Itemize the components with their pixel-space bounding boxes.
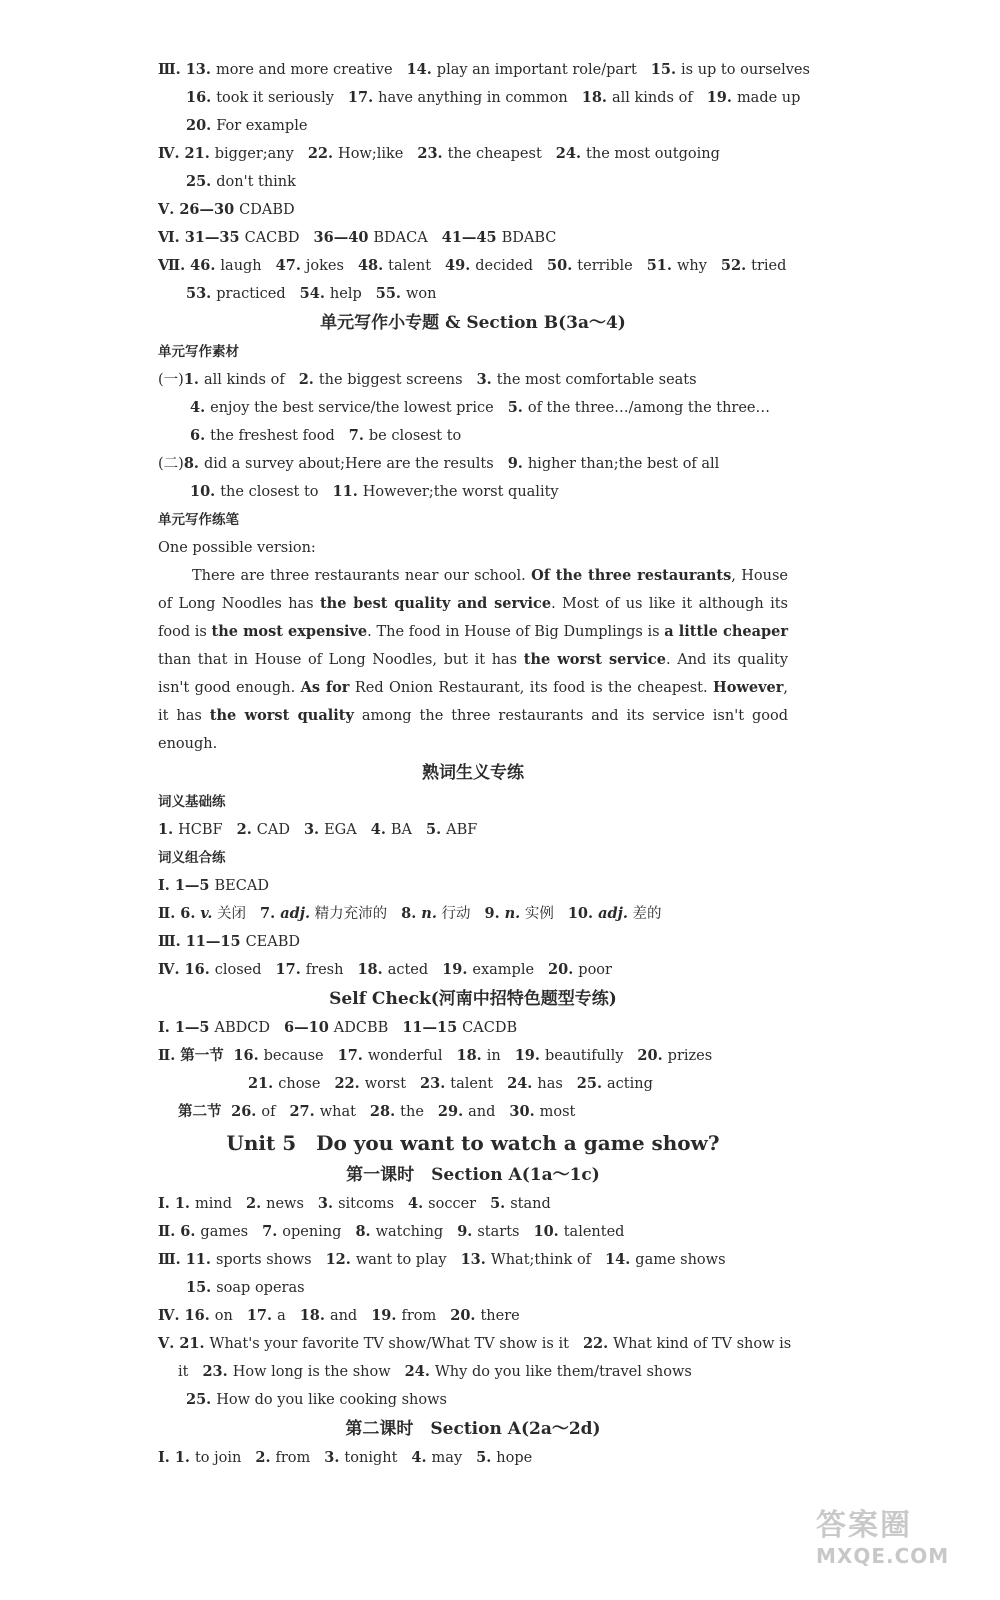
answer-text: games xyxy=(200,1224,249,1240)
answer-text: chose xyxy=(278,1076,321,1092)
item-number: 41—45 xyxy=(441,229,497,246)
item-number: 23. xyxy=(420,1075,446,1092)
item-number: 19. xyxy=(514,1047,540,1064)
answer-text: acted xyxy=(387,962,429,978)
answer-text: How long is the show xyxy=(232,1364,391,1380)
lesson-title: 第一课时 Section A(1a～1c) xyxy=(346,1165,600,1185)
item-number: 19. xyxy=(371,1307,397,1324)
item-number: 19. xyxy=(442,961,468,978)
answer-line xyxy=(158,1444,788,1472)
answer-text: What;think of xyxy=(490,1252,592,1268)
answer-text: the most outgoing xyxy=(586,146,720,162)
answer-text: watching xyxy=(375,1224,444,1240)
section-numeral: Ⅳ. xyxy=(158,1307,180,1324)
item-number: 2. xyxy=(236,821,252,838)
item-number: 5. xyxy=(490,1195,506,1212)
item-number: 36—40 xyxy=(313,229,369,246)
answer-text: the xyxy=(400,1104,424,1120)
item-number: 20. xyxy=(186,117,212,134)
answer-text: CACBD xyxy=(244,230,300,246)
item-number: 53. xyxy=(186,285,212,302)
answer-text: How;like xyxy=(338,146,404,162)
answer-text: tried xyxy=(751,258,787,274)
answer-text: stand xyxy=(510,1196,551,1212)
item-number: 4. xyxy=(411,1449,427,1466)
answer-line xyxy=(158,394,788,422)
answer-text: and xyxy=(329,1308,358,1324)
answer-line xyxy=(158,928,788,956)
item-number: 10. xyxy=(533,1223,559,1240)
group-label: (一) xyxy=(158,372,184,388)
item-number: 1—5 xyxy=(174,877,210,894)
answer-line xyxy=(158,1386,788,1414)
item-number: 5. xyxy=(507,399,523,416)
watermark-url: MXQE.COM xyxy=(816,1544,950,1568)
answer-line xyxy=(158,816,788,844)
answer-text: to join xyxy=(194,1450,242,1466)
item-number: 6. xyxy=(180,905,196,922)
answer-text: enjoy the best service/the lowest price xyxy=(210,400,494,416)
answer-text: opening xyxy=(282,1224,342,1240)
item-number: 9. xyxy=(484,905,500,922)
answer-text: ADCBB xyxy=(333,1020,389,1036)
answer-text: worst xyxy=(364,1076,407,1092)
answer-text: talent xyxy=(450,1076,494,1092)
answer-text: practiced xyxy=(216,286,286,302)
item-number: 20. xyxy=(548,961,574,978)
item-number: 16. xyxy=(186,89,212,106)
answer-text: For example xyxy=(216,118,308,134)
item-number: 14. xyxy=(605,1251,631,1268)
watermark-logo xyxy=(816,1500,976,1570)
answer-text: why xyxy=(676,258,707,274)
answer-text: soccer xyxy=(428,1196,477,1212)
answer-text: ABDCD xyxy=(214,1020,271,1036)
item-number: 9. xyxy=(457,1223,473,1240)
section-numeral: Ⅱ. xyxy=(158,1047,176,1064)
answer-text: closed xyxy=(214,962,262,978)
item-number: 8. xyxy=(183,455,199,472)
item-number: 22. xyxy=(307,145,334,162)
item-number: 5. xyxy=(426,821,442,838)
item-number: 24. xyxy=(507,1075,533,1092)
answer-text: the freshest food xyxy=(210,428,335,444)
answer-text: starts xyxy=(477,1224,520,1240)
item-number: 31—35 xyxy=(184,229,240,246)
answer-text: mind xyxy=(194,1196,232,1212)
answer-text: beautifully xyxy=(544,1048,624,1064)
item-number: 26—30 xyxy=(179,201,235,218)
item-number: 2. xyxy=(255,1449,271,1466)
essay-highlight: a little cheaper xyxy=(664,623,788,640)
subsection-label: 单元写作练笔 xyxy=(158,512,239,528)
answer-text: more and more creative xyxy=(215,62,393,78)
answer-text: all kinds of xyxy=(203,372,285,388)
item-number: 30. xyxy=(509,1103,535,1120)
item-number: 48. xyxy=(357,257,384,274)
answer-text: of xyxy=(261,1104,276,1120)
answer-text: news xyxy=(266,1196,304,1212)
item-number: 5. xyxy=(476,1449,492,1466)
answer-line xyxy=(158,140,788,168)
answer-text: of the three…/among the three… xyxy=(527,400,771,416)
item-number: 1. xyxy=(183,371,199,388)
item-number: 50. xyxy=(547,257,573,274)
item-number: 26. xyxy=(231,1103,257,1120)
answer-line xyxy=(158,1218,788,1246)
item-number: 15. xyxy=(650,61,676,78)
item-number: 19. xyxy=(706,89,732,106)
answer-text: want to play xyxy=(355,1252,447,1268)
answer-text: 实例 xyxy=(524,906,554,922)
item-number: 4. xyxy=(190,399,206,416)
answer-line xyxy=(158,1302,788,1330)
essay-text: . The food in House of Big Dumplings is xyxy=(367,624,665,640)
group-label: (二) xyxy=(158,456,184,472)
item-number: 17. xyxy=(275,961,301,978)
item-number: 24. xyxy=(404,1363,430,1380)
part-of-speech: adj. xyxy=(598,905,628,922)
answer-text: because xyxy=(263,1048,324,1064)
answer-text: most xyxy=(539,1104,576,1120)
part-of-speech: n. xyxy=(421,905,437,922)
item-number: 8. xyxy=(355,1223,371,1240)
item-number: 16. xyxy=(184,961,210,978)
answer-line xyxy=(158,478,788,506)
section-numeral: Ⅱ. xyxy=(158,1223,176,1240)
item-number: 55. xyxy=(375,285,401,302)
item-number: 22. xyxy=(582,1335,609,1352)
section-numeral: Ⅴ. xyxy=(158,201,175,218)
answer-text: laugh xyxy=(220,258,262,274)
answer-text: on xyxy=(214,1308,233,1324)
item-number: 51. xyxy=(646,257,672,274)
answer-text: have anything in common xyxy=(378,90,568,106)
answer-text: in xyxy=(486,1048,501,1064)
answer-text: BA xyxy=(390,822,413,838)
item-number: 22. xyxy=(334,1075,360,1092)
answer-line xyxy=(158,1014,788,1042)
answer-text: the closest to xyxy=(220,484,319,500)
section-numeral: Ⅲ. xyxy=(158,1251,181,1268)
answer-line xyxy=(158,366,788,394)
section-numeral: Ⅲ. xyxy=(158,61,181,78)
item-number: 10. xyxy=(190,483,216,500)
essay-text: among the three restaurants and its service isn't good enough. xyxy=(158,708,788,752)
answer-text: sitcoms xyxy=(338,1196,395,1212)
answer-line xyxy=(158,872,788,900)
item-number: 3. xyxy=(303,821,320,838)
section-numeral: Ⅰ. xyxy=(158,877,170,894)
item-number: 2. xyxy=(246,1195,262,1212)
essay-text: than that in House of Long Noodles, but it has xyxy=(158,652,524,668)
answer-text: 差的 xyxy=(632,906,662,922)
answer-text: hope xyxy=(496,1450,533,1466)
answer-text: has xyxy=(537,1076,563,1092)
item-number: 7. xyxy=(348,427,364,444)
section-numeral: Ⅰ. xyxy=(158,1195,170,1212)
answer-line xyxy=(158,422,788,450)
answer-text: it xyxy=(178,1364,189,1380)
essay-highlight: Of the three restaurants xyxy=(531,567,732,584)
item-number: 3. xyxy=(324,1449,340,1466)
answer-text: took it seriously xyxy=(216,90,334,106)
item-number: 11. xyxy=(185,1251,211,1268)
item-number: 11—15 xyxy=(402,1019,458,1036)
answer-text: jokes xyxy=(305,258,344,274)
answer-text: What kind of TV show is xyxy=(613,1336,792,1352)
answer-text: all kinds of xyxy=(611,90,693,106)
item-number: 25. xyxy=(576,1075,603,1092)
item-number: 52. xyxy=(720,257,747,274)
item-number: 27. xyxy=(289,1103,315,1120)
watermark-text: 答案圈 xyxy=(816,1508,912,1543)
answer-text: terrible xyxy=(577,258,633,274)
item-number: 24. xyxy=(555,145,582,162)
essay-highlight: the worst quality xyxy=(209,707,354,724)
answer-text: 行动 xyxy=(441,906,471,922)
item-number: 9. xyxy=(507,455,523,472)
item-number: 7. xyxy=(262,1223,278,1240)
answer-text: 精力充沛的 xyxy=(314,906,388,922)
answer-text: the cheapest xyxy=(447,146,542,162)
answer-line xyxy=(158,1246,788,1274)
answer-text: CEABD xyxy=(245,934,301,950)
subsection-label: 单元写作素材 xyxy=(158,344,239,360)
answer-line xyxy=(158,1274,788,1302)
answer-line xyxy=(158,56,810,84)
item-number: 16. xyxy=(233,1047,259,1064)
answer-text: EGA xyxy=(324,822,357,838)
essay-text: . Most of us like it although its food is xyxy=(158,596,788,640)
answer-text: and xyxy=(468,1104,496,1120)
item-number: 28. xyxy=(369,1103,396,1120)
answer-text: prizes xyxy=(667,1048,713,1064)
item-number: 18. xyxy=(581,89,607,106)
item-number: 13. xyxy=(185,61,211,78)
section-numeral: Ⅲ. xyxy=(158,933,181,950)
unit-title: Unit 5 Do you want to watch a game show? xyxy=(226,1131,720,1155)
answer-text: fresh xyxy=(305,962,344,978)
answer-text: HCBF xyxy=(178,822,223,838)
item-number: 13. xyxy=(460,1251,486,1268)
item-number: 18. xyxy=(357,961,383,978)
answer-text: the most comfortable seats xyxy=(496,372,697,388)
item-number: 25. xyxy=(186,1391,212,1408)
part-of-speech: adj. xyxy=(280,905,311,922)
answer-text: may xyxy=(431,1450,463,1466)
answer-text: higher than;the best of all xyxy=(527,456,720,472)
item-number: 14. xyxy=(406,61,432,78)
item-number: 46. xyxy=(190,257,216,274)
section-numeral: Ⅶ. xyxy=(158,257,186,274)
answer-text: is up to ourselves xyxy=(681,62,810,78)
answer-text: CDABD xyxy=(239,202,295,218)
essay-text: . And its quality isn't good enough. xyxy=(158,652,789,696)
item-number: 17. xyxy=(347,89,374,106)
answer-text: help xyxy=(329,286,362,302)
section-numeral: Ⅰ. xyxy=(158,1449,170,1466)
answer-text: the biggest screens xyxy=(318,372,463,388)
answer-text: what xyxy=(319,1104,356,1120)
section-numeral: Ⅳ. xyxy=(158,145,180,162)
answer-text: However;the worst quality xyxy=(362,484,559,500)
answer-text: wonderful xyxy=(367,1048,443,1064)
section-title: Self Check(河南中招特色题型专练) xyxy=(329,989,617,1009)
item-number: 54. xyxy=(299,285,325,302)
item-number: 8. xyxy=(401,905,417,922)
essay-highlight: As for xyxy=(300,679,350,696)
answer-text: decided xyxy=(475,258,534,274)
section-title: 单元写作小专题 & Section B(3a～4) xyxy=(320,313,626,333)
essay-highlight: the worst service xyxy=(523,651,666,668)
answer-text: won xyxy=(405,286,437,302)
answer-text: CAD xyxy=(256,822,290,838)
answer-text: soap operas xyxy=(216,1280,305,1296)
essay-text: Red Onion Restaurant, its food is the cheapest. xyxy=(349,680,714,696)
answer-text: acting xyxy=(607,1076,653,1092)
item-number: 20. xyxy=(450,1307,476,1324)
answer-line xyxy=(158,168,788,196)
essay-text: , House of Long Noodles has xyxy=(158,568,788,612)
item-number: 4. xyxy=(408,1195,424,1212)
item-number: 1. xyxy=(174,1195,190,1212)
lesson-title: 第二课时 Section A(2a～2d) xyxy=(345,1419,601,1439)
section-title: 熟词生义专练 xyxy=(422,763,524,783)
answer-text: there xyxy=(480,1308,520,1324)
item-number: 1—5 xyxy=(174,1019,210,1036)
answer-page xyxy=(158,56,810,1472)
answer-text: bigger;any xyxy=(214,146,294,162)
answer-text: talented xyxy=(563,1224,625,1240)
answer-text: sports shows xyxy=(215,1252,312,1268)
item-number: 1. xyxy=(158,821,174,838)
answer-text: How do you like cooking shows xyxy=(216,1392,447,1408)
item-number: 18. xyxy=(456,1047,482,1064)
subsection-label: 词义组合练 xyxy=(158,850,226,866)
answer-text: BECAD xyxy=(214,878,269,894)
answer-line xyxy=(158,252,788,280)
item-number: 16. xyxy=(184,1307,210,1324)
answer-line xyxy=(158,1330,792,1358)
part-label: 第一节 xyxy=(180,1047,224,1064)
item-number: 21. xyxy=(179,1335,205,1352)
answer-text: tonight xyxy=(344,1450,398,1466)
essay-highlight: the best quality and service xyxy=(319,595,552,612)
section-numeral: Ⅵ. xyxy=(158,229,180,246)
item-number: 23. xyxy=(417,145,443,162)
answer-text: be closest to xyxy=(368,428,462,444)
item-number: 21. xyxy=(248,1075,274,1092)
item-number: 49. xyxy=(445,257,471,274)
item-number: 10. xyxy=(567,905,594,922)
item-number: 11. xyxy=(332,483,358,500)
item-number: 23. xyxy=(202,1363,228,1380)
item-number: 17. xyxy=(246,1307,273,1324)
answer-text: CACDB xyxy=(462,1020,518,1036)
essay-highlight: However xyxy=(713,679,784,696)
answer-text: did a survey about;Here are the results xyxy=(203,456,494,472)
part-of-speech: v. xyxy=(200,905,213,922)
answer-line xyxy=(158,1070,788,1098)
subsection-label: 词义基础练 xyxy=(158,794,226,810)
essay-text: There are three restaurants near our school. xyxy=(192,568,532,584)
item-number: 1. xyxy=(174,1449,190,1466)
item-number: 6—10 xyxy=(284,1019,329,1036)
answer-line xyxy=(158,450,788,478)
answer-text: a xyxy=(277,1308,286,1324)
answer-text: play an important role/part xyxy=(436,62,637,78)
answer-text: BDACA xyxy=(373,230,428,246)
model-essay xyxy=(158,562,788,758)
answer-line xyxy=(158,112,788,140)
item-number: 11—15 xyxy=(185,933,241,950)
answer-text: What's your favorite TV show/What TV show is it xyxy=(209,1336,569,1352)
part-of-speech: n. xyxy=(504,905,521,922)
item-number: 3. xyxy=(476,371,492,388)
item-number: 3. xyxy=(317,1195,334,1212)
answer-text: game shows xyxy=(635,1252,726,1268)
answer-line xyxy=(158,196,788,224)
item-number: 12. xyxy=(325,1251,351,1268)
answer-line xyxy=(158,1098,788,1126)
item-number: 7. xyxy=(260,905,276,922)
part-label: 第二节 xyxy=(178,1103,222,1120)
section-numeral: Ⅰ. xyxy=(158,1019,170,1036)
item-number: 4. xyxy=(370,821,386,838)
section-numeral: Ⅱ. xyxy=(158,905,176,922)
essay-text: , it has xyxy=(158,680,788,724)
item-number: 2. xyxy=(298,371,314,388)
item-number: 21. xyxy=(184,145,210,162)
answer-line xyxy=(158,956,788,984)
section-numeral: Ⅳ. xyxy=(158,961,180,978)
section-numeral: Ⅴ. xyxy=(158,1335,175,1352)
answer-text: BDABC xyxy=(501,230,557,246)
item-number: 6. xyxy=(190,427,206,444)
item-number: 29. xyxy=(437,1103,464,1120)
answer-line xyxy=(158,1042,788,1070)
answer-text: from xyxy=(401,1308,437,1324)
answer-line xyxy=(158,1358,788,1386)
item-number: 47. xyxy=(275,257,301,274)
answer-text: poor xyxy=(578,962,612,978)
answer-text: 关闭 xyxy=(217,906,247,922)
answer-text: ABF xyxy=(446,822,478,838)
item-number: 6. xyxy=(180,1223,196,1240)
answer-text: Why do you like them/travel shows xyxy=(434,1364,692,1380)
answer-line xyxy=(158,280,788,308)
item-number: 15. xyxy=(186,1279,212,1296)
answer-line xyxy=(158,1190,788,1218)
answer-text: made up xyxy=(736,90,801,106)
answer-line xyxy=(158,84,801,112)
answer-text: from xyxy=(275,1450,311,1466)
essay-highlight: the most expensive xyxy=(211,623,368,640)
item-number: 20. xyxy=(637,1047,663,1064)
answer-text: don't think xyxy=(216,174,296,190)
answer-text: example xyxy=(472,962,535,978)
item-number: 17. xyxy=(337,1047,363,1064)
version-label: One possible version: xyxy=(158,540,316,556)
item-number: 18. xyxy=(299,1307,325,1324)
answer-line xyxy=(158,224,788,252)
item-number: 25. xyxy=(186,173,212,190)
answer-text: talent xyxy=(388,258,432,274)
answer-line xyxy=(158,900,788,928)
